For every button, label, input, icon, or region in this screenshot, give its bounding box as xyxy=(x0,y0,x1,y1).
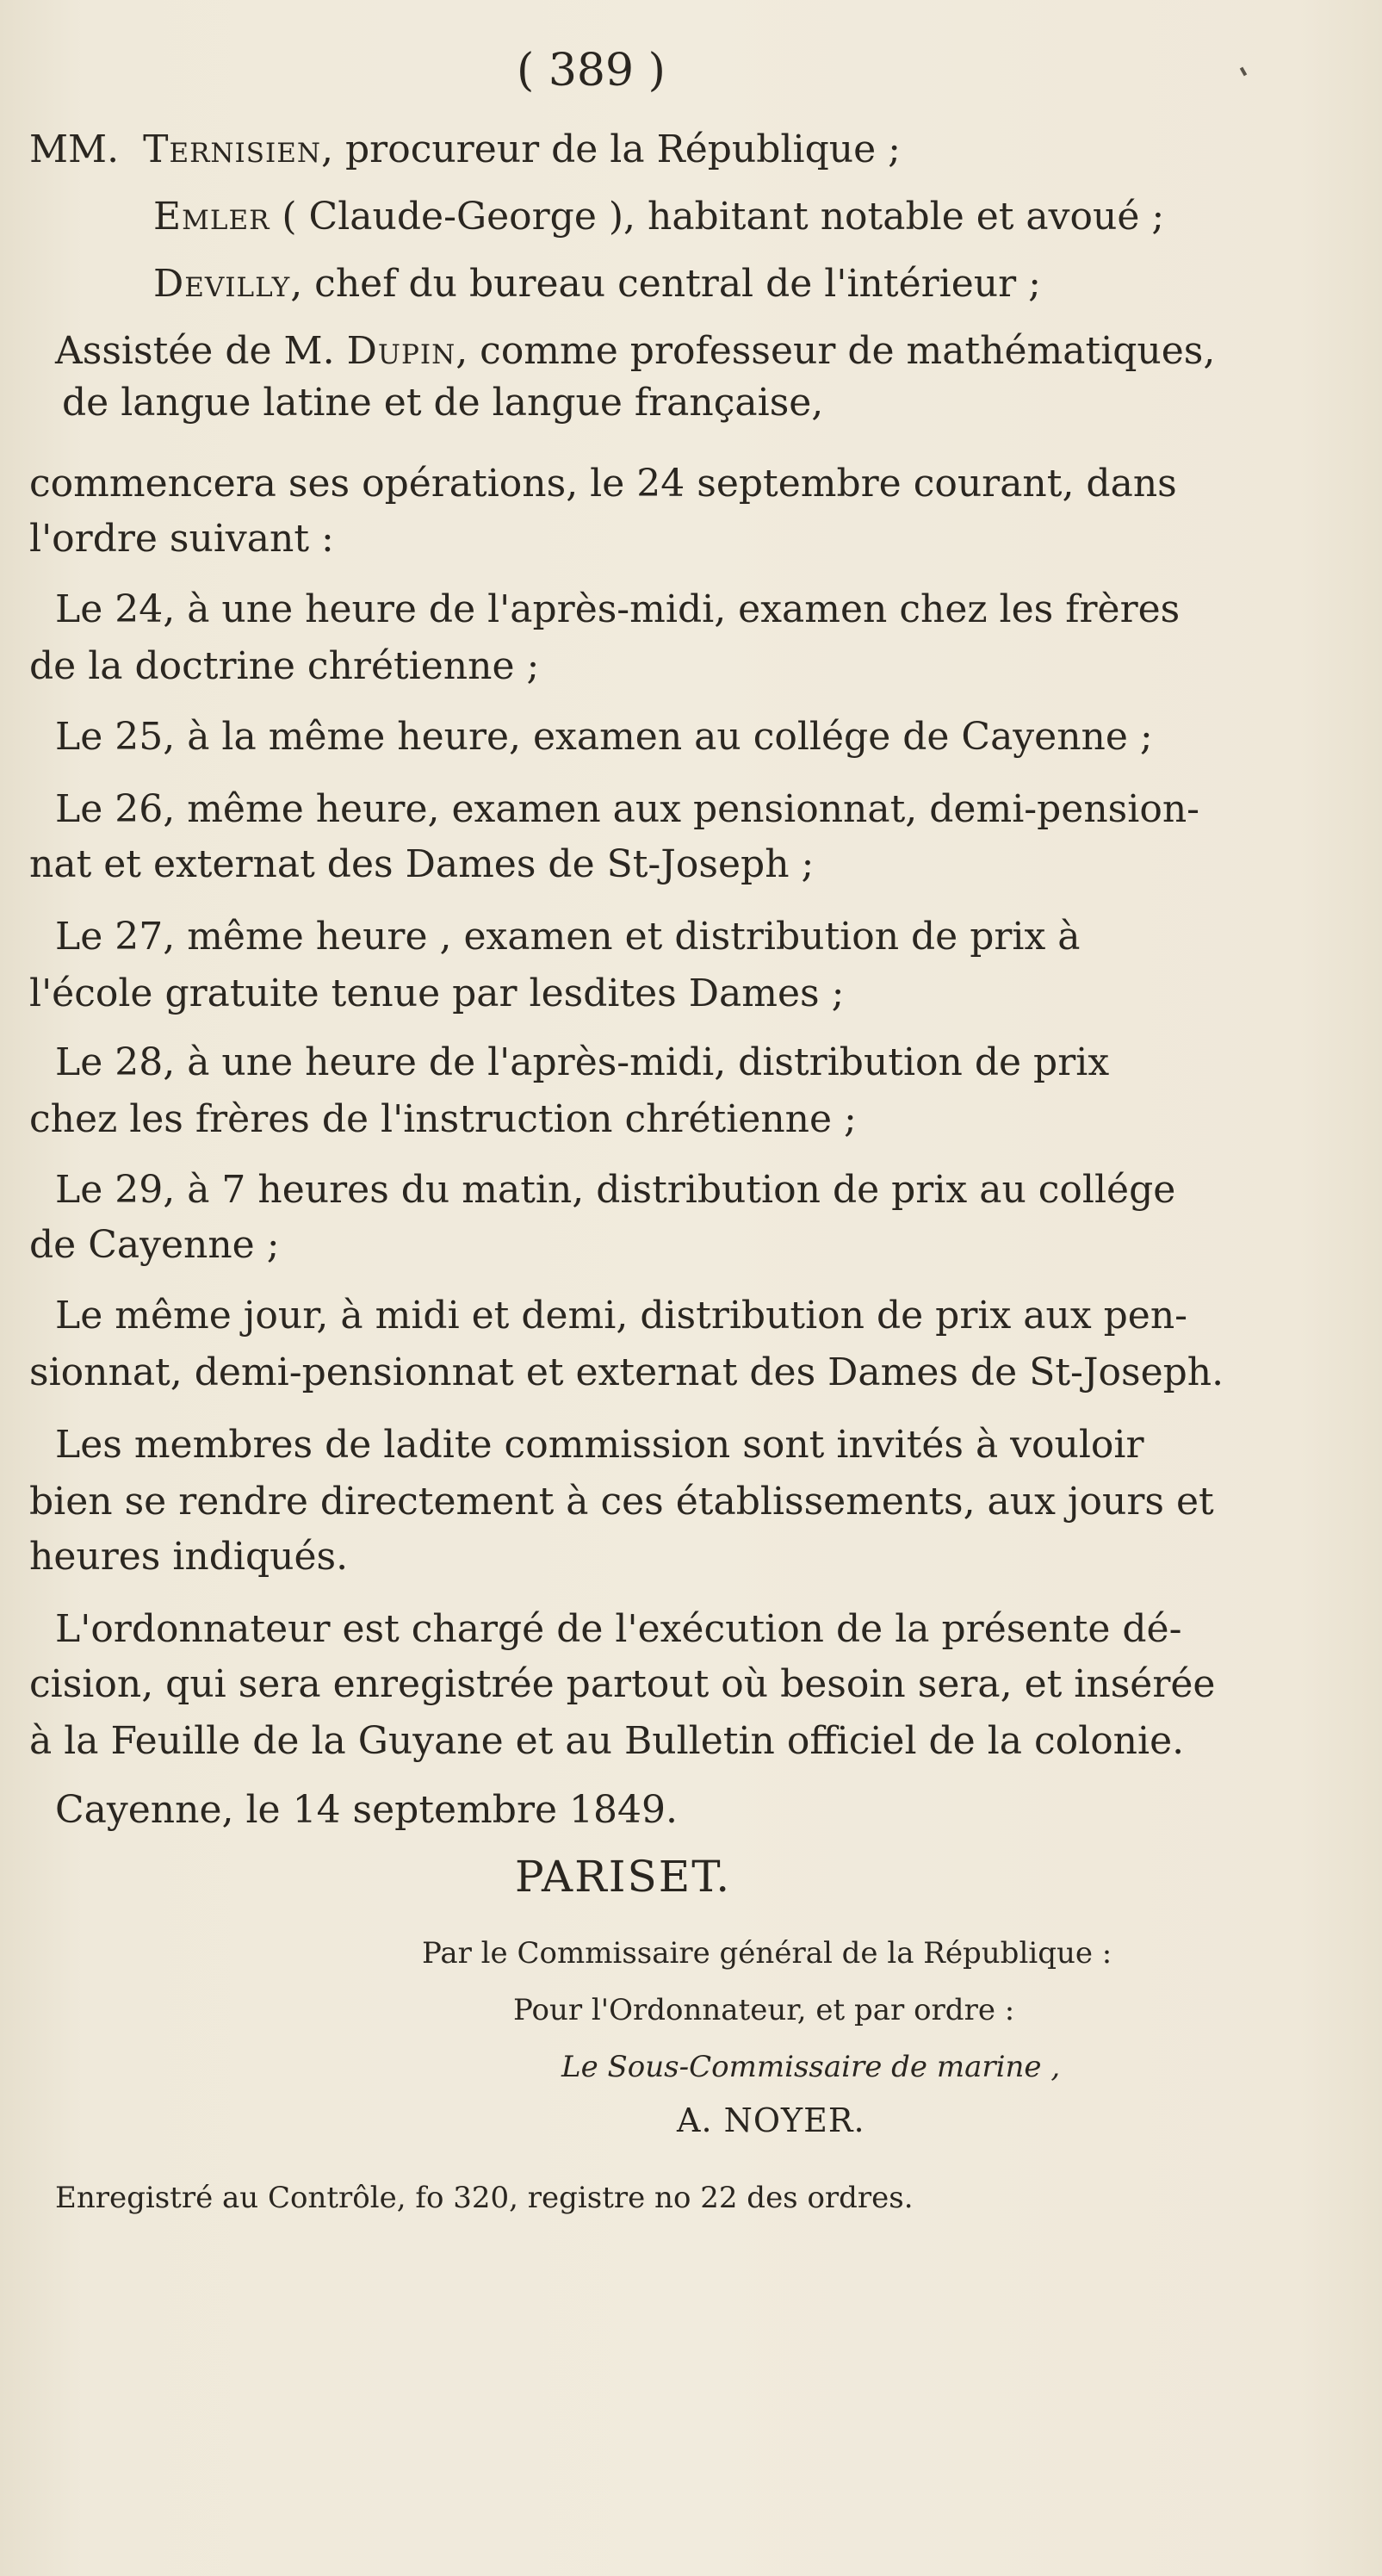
ink-mark xyxy=(1240,67,1247,77)
schedule-item-cont: chez les frères de l'instruction chrétienne ; xyxy=(29,1097,857,1141)
ordonnateur-line: cision, qui sera enregistrée partout où besoin sera, et insérée xyxy=(29,1662,1216,1706)
member-name: Devilly xyxy=(153,262,291,306)
for-line: Pour l'Ordonnateur, et par ordre : xyxy=(513,1993,1015,2027)
invite-line: heures indiqués. xyxy=(29,1535,349,1579)
schedule-item: Le 28, à une heure de l'après-midi, distribution de prix xyxy=(55,1040,1110,1084)
commission-member-line xyxy=(29,126,901,174)
member-role: ( Claude-George ), habitant notable et avoué ; xyxy=(270,195,1165,239)
date-line: Cayenne, le 14 septembre 1849. xyxy=(55,1788,678,1832)
schedule-item-cont: de Cayenne ; xyxy=(29,1223,280,1267)
commission-prefix: MM. xyxy=(29,127,120,171)
page-number: ( 389 ) xyxy=(517,45,666,96)
schedule-item: Le 25, à la même heure, examen au collége de Cayenne ; xyxy=(55,715,1153,759)
schedule-item: Le 27, même heure , examen et distribution de prix à xyxy=(55,915,1081,959)
commission-member-line xyxy=(153,193,1164,241)
assisted-line-2: de langue latine et de langue française, xyxy=(62,381,824,425)
ordonnateur-line: à la Feuille de la Guyane et au Bulletin officiel de la colonie. xyxy=(29,1719,1185,1763)
intro-line: l'ordre suivant : xyxy=(29,517,334,561)
assisted-name: Dupin xyxy=(346,329,456,373)
intro-line: commencera ses opérations, le 24 septembre courant, dans xyxy=(29,462,1177,506)
ordonnateur-line: L'ordonnateur est chargé de l'exécution de la présente dé- xyxy=(55,1607,1182,1651)
schedule-item-cont: sionnat, demi-pensionnat et externat des Dames de St-Joseph. xyxy=(29,1350,1224,1394)
registration-line: Enregistré au Contrôle, fo 320, registre no 22 des ordres. xyxy=(55,2181,914,2215)
invite-line: Les membres de ladite commission sont invités à vouloir xyxy=(55,1423,1144,1467)
signature-name: PARISET. xyxy=(515,1852,732,1902)
schedule-item: Le 24, à une heure de l'après-midi, examen chez les frères xyxy=(55,587,1181,631)
member-role: , chef du bureau central de l'intérieur ; xyxy=(290,262,1041,306)
schedule-item-cont: de la doctrine chrétienne ; xyxy=(29,644,540,688)
schedule-item-cont: l'école gratuite tenue par lesdites Dames ; xyxy=(29,971,845,1015)
commission-member-line xyxy=(153,260,1041,308)
assisted-line: Assistée de M. Dupin, comme professeur de mathématiques, xyxy=(55,329,1216,373)
invite-line: bien se rendre directement à ces établissements, aux jours et xyxy=(29,1480,1214,1524)
member-name: Emler xyxy=(153,195,270,239)
schedule-item: Le 29, à 7 heures du matin, distribution de prix au collége xyxy=(55,1168,1176,1212)
schedule-item: Le même jour, à midi et demi, distribution de prix aux pen- xyxy=(55,1294,1188,1338)
signer-title: Le Sous-Commissaire de marine , xyxy=(561,2050,1061,2084)
schedule-item-cont: nat et externat des Dames de St-Joseph ; xyxy=(29,842,815,886)
signer-name: A. NOYER. xyxy=(677,2101,865,2139)
schedule-item: Le 26, même heure, examen aux pensionnat, demi-pension- xyxy=(55,787,1200,831)
member-role: , procureur de la République ; xyxy=(321,127,901,171)
by-line: Par le Commissaire général de la République : xyxy=(422,1936,1112,1971)
member-name: Ternisien xyxy=(143,127,322,171)
